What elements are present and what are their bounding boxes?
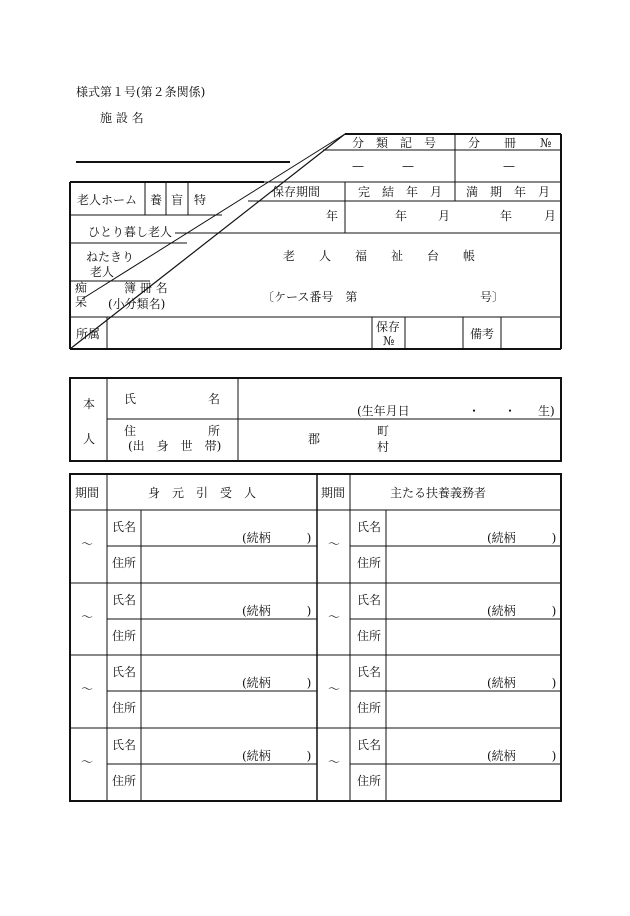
kanketsu-year: 年 — [395, 209, 408, 223]
fuyou-address-field[interactable] — [387, 692, 560, 727]
fuyou-relation: (続柄 ) — [487, 604, 557, 618]
kigou-dash-2: — — [402, 159, 414, 173]
period-wave-right: ～ — [328, 610, 341, 624]
mimoto-address-label: 住所 — [112, 629, 137, 643]
address-field[interactable] — [239, 420, 560, 460]
mimoto-address-field[interactable] — [142, 620, 316, 655]
mimoto-address-field[interactable] — [142, 765, 316, 800]
mimoto-name-field[interactable] — [142, 511, 316, 546]
mimoto-address-field[interactable] — [142, 692, 316, 727]
mimoto-name-label: 氏名 — [112, 738, 137, 752]
bunsatsu-dash: — — [503, 159, 515, 173]
manki-year: 年 — [500, 209, 513, 223]
mimoto-title: 身 元 引 受 人 — [148, 486, 257, 500]
birth-label: (生年月日 — [357, 404, 410, 418]
fuyou-relation: (続柄 ) — [487, 749, 557, 763]
birth-dot-1: ・ — [468, 404, 481, 418]
period-wave-right: ～ — [328, 755, 341, 769]
hozon-year: 年 — [326, 209, 339, 223]
mimoto-name-field[interactable] — [142, 584, 316, 619]
period-wave-right: ～ — [328, 537, 341, 551]
manki-month: 月 — [544, 209, 557, 223]
period-label-right: 期間 — [321, 486, 346, 500]
machi-label: 町 — [377, 424, 390, 438]
mimoto-name-field[interactable] — [142, 656, 316, 691]
category-home: 老人ホーム — [77, 193, 138, 207]
jusho-label-b: 所 — [208, 424, 221, 438]
mimoto-name-label: 氏名 — [112, 593, 137, 607]
fuyou-name-label: 氏名 — [357, 665, 382, 679]
mimoto-name-label: 氏名 — [112, 665, 137, 679]
category-yo[interactable]: 養 — [150, 193, 163, 207]
nin-label: 人 — [83, 432, 96, 446]
jusho-label-a: 住 — [124, 424, 137, 438]
fuyou-address-field[interactable] — [387, 765, 560, 800]
mimoto-relation: (続柄 ) — [242, 604, 312, 618]
fuyou-address-label: 住所 — [357, 701, 382, 715]
name-field[interactable] — [239, 379, 560, 418]
period-wave-left: ～ — [81, 682, 94, 696]
case-number-suffix: 号〕 — [480, 290, 505, 304]
period-wave-left: ～ — [81, 755, 94, 769]
category-netakiri[interactable]: ねたきり — [86, 250, 135, 264]
mimoto-name-label: 氏名 — [112, 520, 137, 534]
bunsatsu-no-label: 分 冊 № — [468, 136, 552, 150]
fuyou-name-field[interactable] — [387, 584, 560, 619]
fuyou-address-field[interactable] — [387, 547, 560, 582]
birth-suffix: 生) — [538, 404, 555, 418]
hon-label: 本 — [83, 397, 96, 411]
kanketsu-label: 完 結 年 月 — [358, 185, 443, 199]
fuyou-name-label: 氏名 — [357, 593, 382, 607]
hozon-no-label: № — [383, 334, 395, 348]
mimoto-relation: (続柄 ) — [242, 531, 312, 545]
fuyou-name-field[interactable] — [387, 656, 560, 691]
facility-name-label: 施 設 名 — [100, 111, 144, 125]
period-wave-left: ～ — [81, 537, 94, 551]
category-toku[interactable]: 特 — [194, 193, 207, 207]
shimei-label-a: 氏 — [124, 392, 137, 406]
kanketsu-month: 月 — [438, 209, 451, 223]
fuyou-address-label: 住所 — [357, 629, 382, 643]
mimoto-address-label: 住所 — [112, 701, 137, 715]
category-mo[interactable]: 盲 — [171, 193, 184, 207]
hozon-kikan-label: 保存期間 — [272, 185, 321, 199]
ledger-title: 老 人 福 祉 台 帳 — [283, 249, 476, 263]
mimoto-relation: (続柄 ) — [242, 749, 312, 763]
bunrui-kigou-label: 分 類 記 号 — [352, 136, 437, 150]
fuyou-title: 主たる扶養義務者 — [390, 486, 487, 500]
fuyou-name-field[interactable] — [387, 729, 560, 764]
birth-dot-2: ・ — [504, 404, 517, 418]
fuyou-name-label: 氏名 — [357, 738, 382, 752]
fuyou-address-label: 住所 — [357, 556, 382, 570]
period-wave-left: ～ — [81, 610, 94, 624]
bikou-label: 備考 — [470, 327, 495, 341]
kigou-dash-1: — — [352, 159, 364, 173]
mimoto-address-label: 住所 — [112, 774, 137, 788]
fuyou-address-label: 住所 — [357, 774, 382, 788]
fuyou-name-label: 氏名 — [357, 520, 382, 534]
shobunrui-label: (小分類名) — [108, 297, 166, 311]
mimoto-address-field[interactable] — [142, 547, 316, 582]
category-chiho-top[interactable]: 痴 — [75, 281, 88, 295]
period-wave-right: ～ — [328, 682, 341, 696]
fuyou-name-field[interactable] — [387, 511, 560, 546]
hozon-label: 保存 — [376, 320, 401, 334]
category-roujin: 老人 — [90, 265, 115, 279]
shusshin-label: (出 身 世 帯) — [128, 439, 222, 453]
shimei-label-b: 名 — [208, 392, 221, 406]
mimoto-name-field[interactable] — [142, 729, 316, 764]
form-number: 様式第１号(第２条関係) — [76, 85, 206, 99]
manki-label: 満 期 年 月 — [466, 185, 551, 199]
period-label-left: 期間 — [75, 486, 100, 500]
boukatsu-label: 簿 冊 名 — [124, 281, 168, 295]
mimoto-relation: (続柄 ) — [242, 676, 312, 690]
gun-label: 郡 — [308, 432, 321, 446]
facility-name-field[interactable] — [76, 140, 290, 162]
fuyou-relation: (続柄 ) — [487, 531, 557, 545]
category-chiho-bottom: 呆 — [75, 295, 88, 309]
category-hitori[interactable]: ひとり暮し老人 — [88, 225, 173, 239]
mimoto-address-label: 住所 — [112, 556, 137, 570]
shozoku-label: 所属 — [76, 327, 101, 341]
mura-label: 村 — [377, 440, 390, 454]
fuyou-address-field[interactable] — [387, 620, 560, 655]
case-number-label: 〔ケース番号 第 — [262, 290, 358, 304]
fuyou-relation: (続柄 ) — [487, 676, 557, 690]
